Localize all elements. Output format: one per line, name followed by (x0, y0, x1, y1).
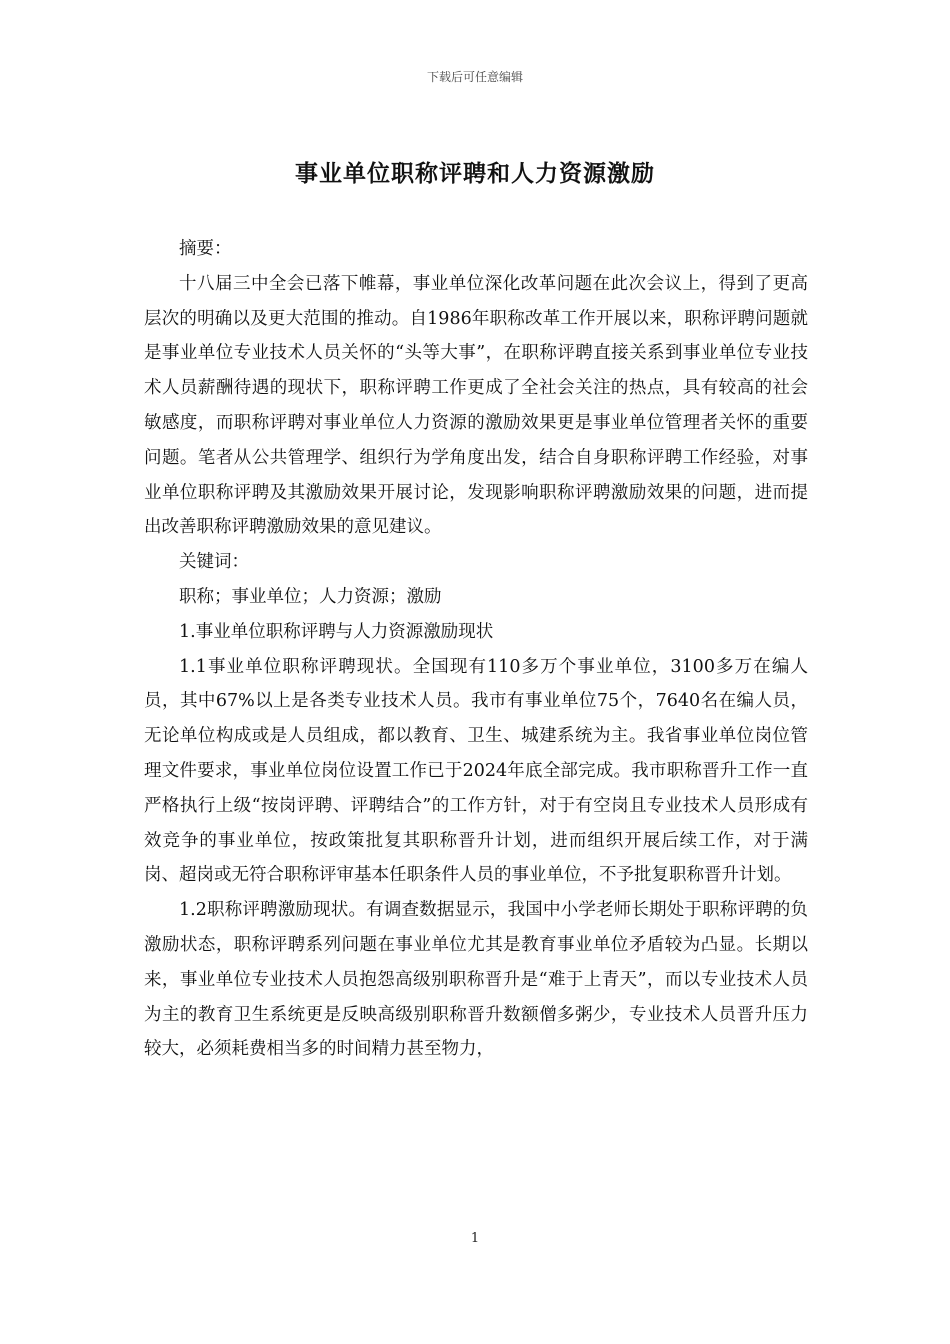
header-note: 下载后可任意编辑 (426, 70, 523, 84)
abstract-heading: 摘要： (179, 239, 232, 259)
section-heading-1: 1.事业单位职称评聘与人力资源激励现状 (179, 621, 494, 642)
keywords-heading: 关键词： (179, 552, 249, 573)
document-body (144, 232, 808, 1067)
page-number: 1 (470, 1231, 480, 1246)
section-1-1-paragraph: 1.1事业单位职称评聘现状。全国现有110多万个事业单位，3100多万在编人员，其中67%以上是各类专业技术人员。我市有事业单位75个，7640名在编人员，无论单位构成或是人员组成，都以教育、卫生、城建系统为主。我省事业单位岗位管理文件要求，事业单位岗位设置工作已于2024年底全部完成。我市职称晋升工作一直严格执行上级“按岗评聘、评聘结合”的工作方针，对于有空岗且专业技术人员形成有效竞争的事业单位，按政策批复其职称晋升计划，进而组织开展后续工作，对于满岗、超岗或无符合职称评审基本任职条件人员的事业单位，不予批复职称晋升计划。 (144, 656, 808, 886)
document-title: 事业单位职称评聘和人力资源激励 (295, 161, 655, 187)
section-1-2-paragraph: 1.2职称评聘激励现状。有调查数据显示，我国中小学老师长期处于职称评聘的负激励状态，职称评聘系列问题在事业单位尤其是教育事业单位矛盾较为凸显。长期以来，事业单位专业技术人员抱怨高级别职称晋升是“难于上青天”，而以专业技术人员为主的教育卫生系统更是反映高级别职称晋升数额僧多粥少，专业技术人员晋升压力较大，必须耗费相当多的时间精力甚至物力， (144, 900, 808, 1060)
abstract-paragraph: 十八届三中全会已落下帷幕，事业单位深化改革问题在此次会议上，得到了更高层次的明确以及更大范围的推动。自1986年职称改革工作开展以来，职称评聘问题就是事业单位专业技术人员关怀的“头等大事”，在职称评聘直接关系到事业单位专业技术人员薪酬待遇的现状下，职称评聘工作更成了全社会关注的热点，具有较高的社会敏感度，而职称评聘对事业单位人力资源的激励效果更是事业单位管理者关怀的重要问题。笔者从公共管理学、组织行为学角度出发，结合自身职称评聘工作经验，对事业单位职称评聘及其激励效果开展讨论，发现影响职称评聘激励效果的问题，进而提出改善职称评聘激励效果的意见建议。 (144, 273, 808, 538)
keywords-list: 职称；事业单位；人力资源；激励 (179, 586, 442, 607)
